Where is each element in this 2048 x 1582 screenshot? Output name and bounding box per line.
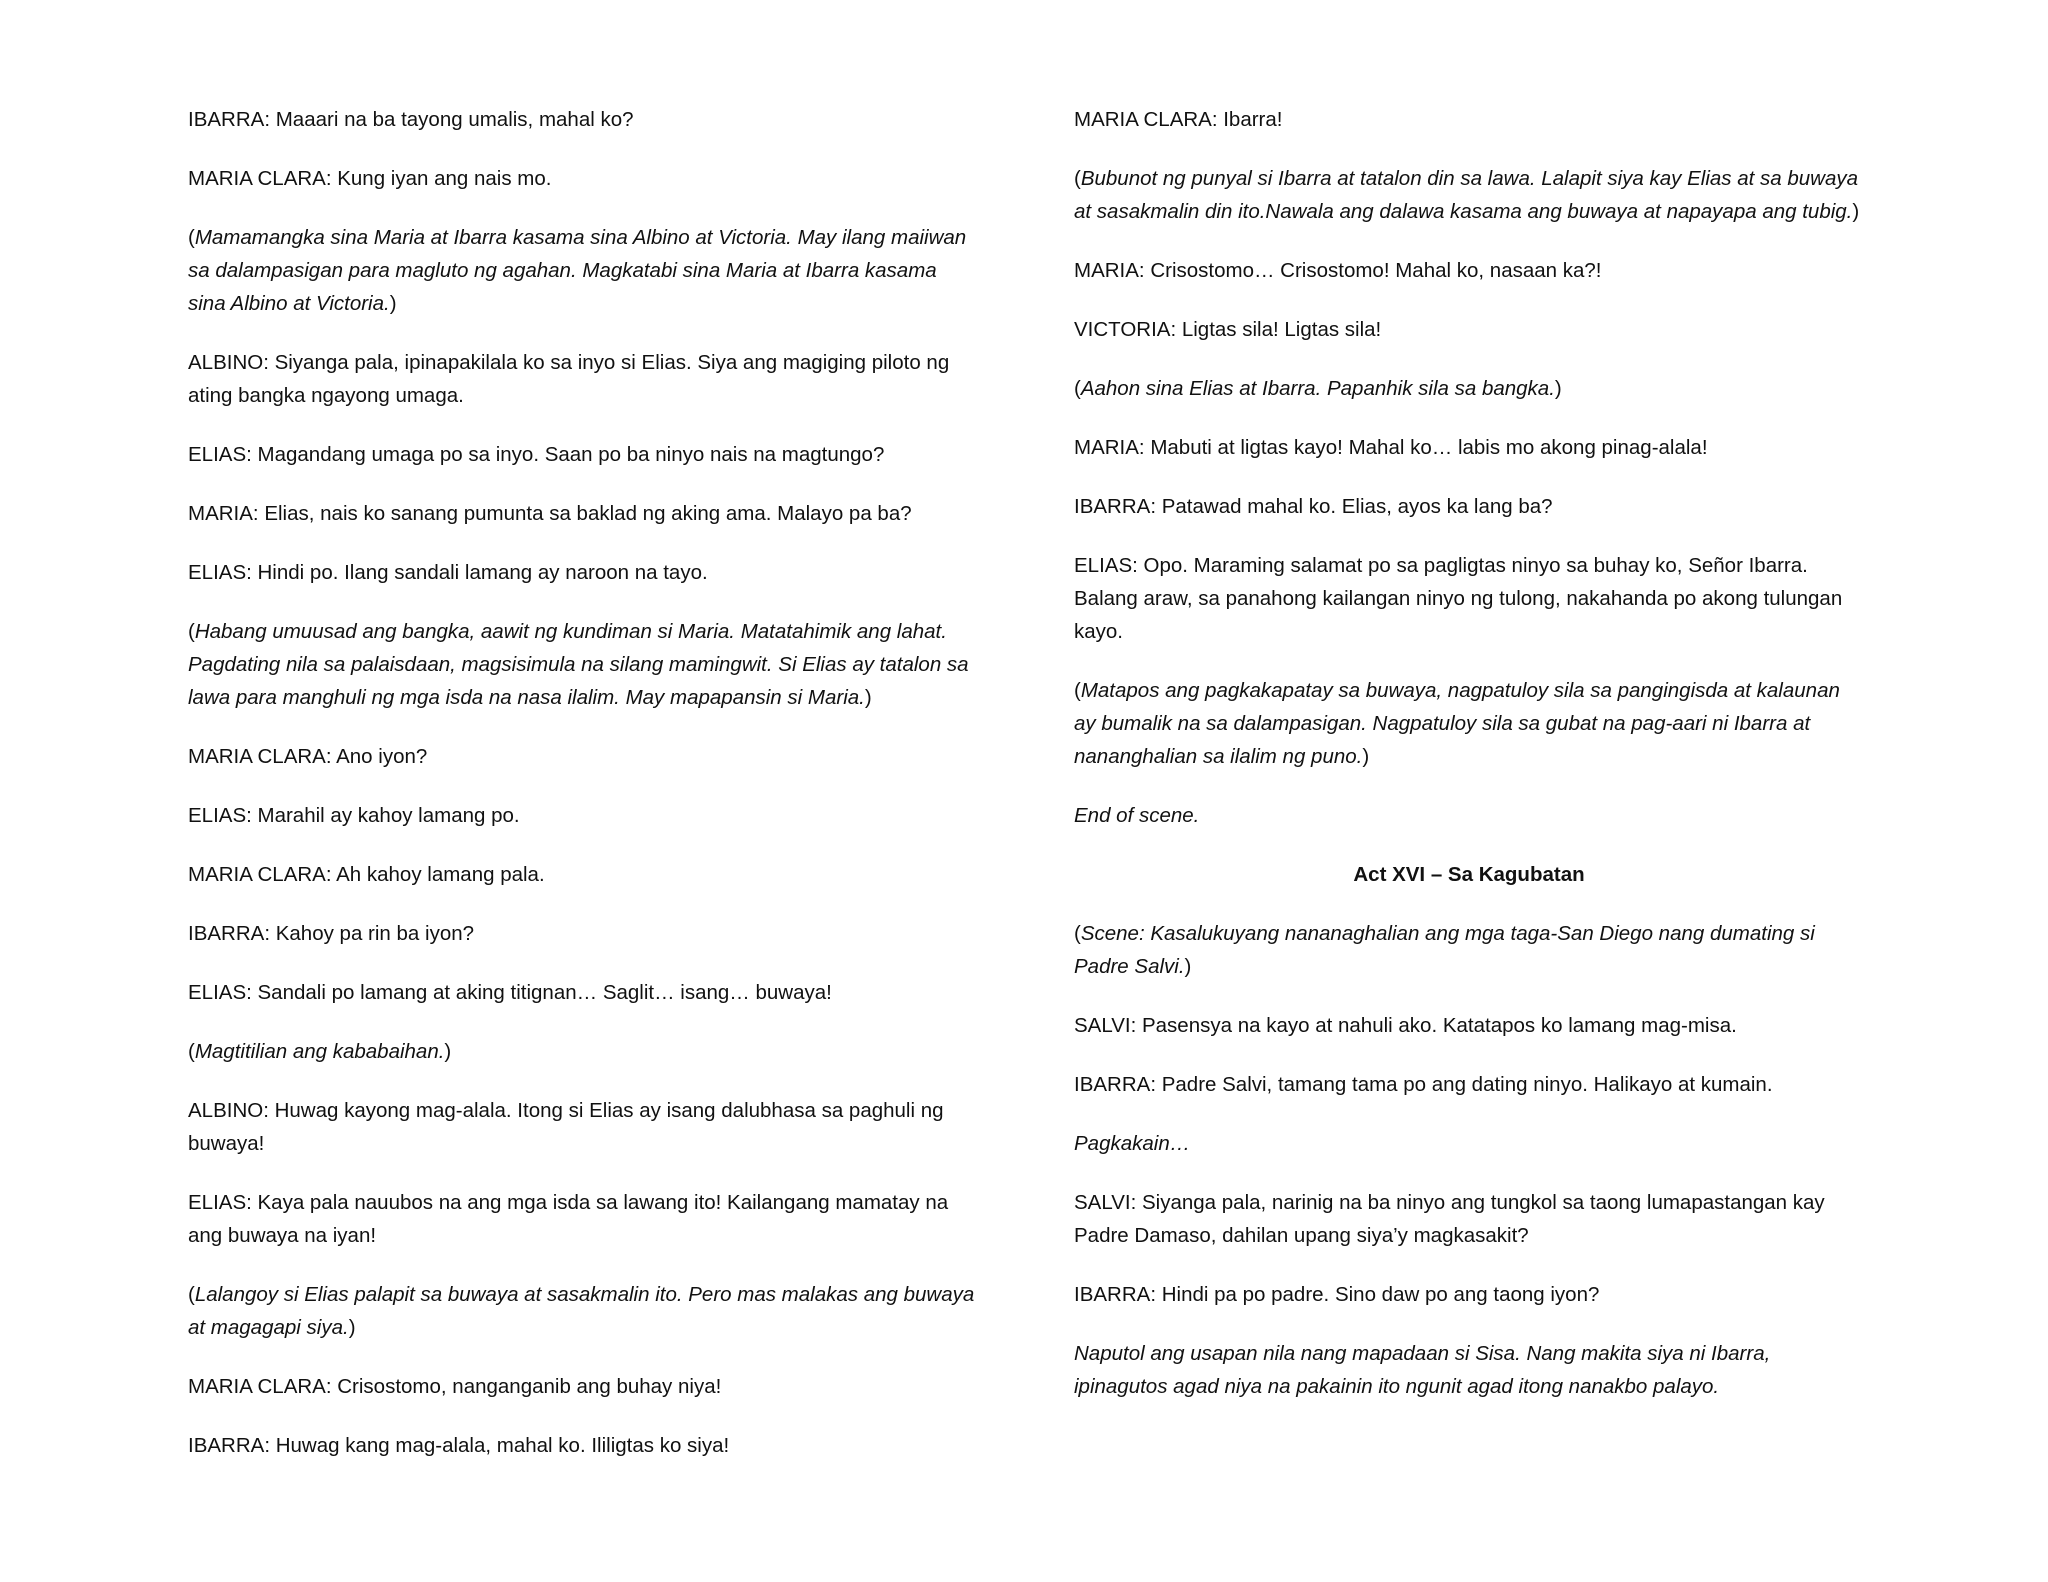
narration-note: End of scene.	[1074, 804, 1200, 827]
dialogue-line: MARIA: Mabuti at ligtas kayo! Mahal ko… labis mo akong pinag-alala!	[1074, 436, 1708, 459]
dialogue-line: ALBINO: Huwag kayong mag-alala. Itong si Elias ay isang dalubhasa sa paghuli ng buwaya!	[188, 1099, 944, 1155]
dialogue-line: MARIA CLARA: Ano iyon?	[188, 745, 428, 768]
dialogue-line: ELIAS: Marahil ay kahoy lamang po.	[188, 804, 520, 827]
stage-direction-text: Bubunot ng punyal si Ibarra at tatalon din sa lawa. Lalapit siya kay Elias at sa buwaya at sasakmalin din ito.Nawala ang dalawa kasama ang buwaya at napayapa ang tubig.	[1074, 167, 1859, 223]
dialogue-line: MARIA CLARA: Crisostomo, nanganganib ang buhay niya!	[188, 1375, 722, 1398]
dialogue-line: SALVI: Pasensya na kayo at nahuli ako. Katatapos ko lamang mag-misa.	[1074, 1014, 1737, 1037]
left-column	[188, 103, 978, 1488]
stage-direction: (Habang umuusad ang bangka, aawit ng kundiman si Maria. Matatahimik ang lahat. Pagdating nila sa palaisdaan, magsisimula na silang mamingwit. Si Elias ay tatalon sa lawa para manghuli ng mga isda na nasa ilalim. May mapapansin si Maria.)	[188, 620, 969, 709]
stage-direction: (Magtitilian ang kababaihan.)	[188, 1040, 452, 1063]
dialogue-line: MARIA: Crisostomo… Crisostomo! Mahal ko, nasaan ka?!	[1074, 259, 1602, 282]
dialogue-line: IBARRA: Huwag kang mag-alala, mahal ko. Ililigtas ko siya!	[188, 1434, 730, 1457]
stage-direction-text: Magtitilian ang kababaihan.	[194, 1040, 445, 1063]
dialogue-line: ELIAS: Opo. Maraming salamat po sa pagligtas ninyo sa buhay ko, Señor Ibarra. Balang araw, sa panahong kailangan ninyo ng tulong, nakahanda po akong tulungan kayo.	[1074, 554, 1843, 643]
stage-direction: (Matapos ang pagkakapatay sa buwaya, nagpatuloy sila sa pangingisda at kalaunan ay bumalik na sa dalampasigan. Nagpatuloy sila sa gubat na pag-aari ni Ibarra at nananghalian sa ilalim ng puno.)	[1074, 679, 1840, 768]
dialogue-line: IBARRA: Maaari na ba tayong umalis, mahal ko?	[188, 108, 634, 131]
stage-direction: (Bubunot ng punyal si Ibarra at tatalon din sa lawa. Lalapit siya kay Elias at sa buwaya at sasakmalin din ito.Nawala ang dalawa kasama ang buwaya at napayapa ang tubig.)	[1074, 167, 1860, 223]
dialogue-line: IBARRA: Patawad mahal ko. Elias, ayos ka lang ba?	[1074, 495, 1553, 518]
stage-direction-text: Matapos ang pagkakapatay sa buwaya, nagpatuloy sila sa pangingisda at kalaunan ay bumalik na sa dalampasigan. Nagpatuloy sila sa gubat na pag-aari ni Ibarra at nananghalian sa ilalim ng puno.	[1074, 679, 1840, 768]
stage-direction-text: Lalangoy si Elias palapit sa buwaya at sasakmalin ito. Pero mas malakas ang buwaya at magagapi siya.	[188, 1283, 975, 1339]
stage-direction: (Mamamangka sina Maria at Ibarra kasama sina Albino at Victoria. May ilang maiiwan sa dalampasigan para magluto ng agahan. Magkatabi sina Maria at Ibarra kasama sina Albino at Victoria.)	[188, 226, 967, 315]
dialogue-line: ELIAS: Kaya pala nauubos na ang mga isda sa lawang ito! Kailangang mamatay na ang buwaya na iyan!	[188, 1191, 949, 1247]
dialogue-line: MARIA CLARA: Kung iyan ang nais mo.	[188, 167, 552, 190]
act-heading: Act XVI – Sa Kagubatan	[1353, 863, 1585, 886]
dialogue-line: IBARRA: Kahoy pa rin ba iyon?	[188, 922, 475, 945]
dialogue-line: MARIA CLARA: Ah kahoy lamang pala.	[188, 863, 545, 886]
stage-direction-text: Mamamangka sina Maria at Ibarra kasama sina Albino at Victoria. May ilang maiiwan sa dalampasigan para magluto ng agahan. Magkatabi sina Maria at Ibarra kasama sina Albino at Victoria.	[188, 226, 967, 315]
stage-direction-text: Scene: Kasalukuyang nananaghalian ang mga taga-San Diego nang dumating si Padre Salvi.	[1074, 922, 1815, 978]
dialogue-line: ELIAS: Magandang umaga po sa inyo. Saan po ba ninyo nais na magtungo?	[188, 443, 885, 466]
dialogue-line: VICTORIA: Ligtas sila! Ligtas sila!	[1074, 318, 1382, 341]
dialogue-line: ELIAS: Hindi po. Ilang sandali lamang ay naroon na tayo.	[188, 561, 708, 584]
dialogue-line: SALVI: Siyanga pala, narinig na ba ninyo ang tungkol sa taong lumapastangan kay Padre Damaso, dahilan upang siya’y magkasakit?	[1074, 1191, 1825, 1247]
stage-direction-text: Aahon sina Elias at Ibarra. Papanhik sila sa bangka.	[1080, 377, 1555, 400]
stage-direction-text: Habang umuusad ang bangka, aawit ng kundiman si Maria. Matatahimik ang lahat. Pagdating nila sa palaisdaan, magsisimula na silang mamingwit. Si Elias ay tatalon sa lawa para manghuli ng mga isda na nasa ilalim. May mapapansin si Maria.	[188, 620, 969, 709]
stage-direction: (Lalangoy si Elias palapit sa buwaya at sasakmalin ito. Pero mas malakas ang buwaya at magagapi siya.)	[188, 1283, 975, 1339]
right-column	[1074, 103, 1864, 1429]
narration-note: Pagkakain…	[1074, 1132, 1191, 1155]
dialogue-line: IBARRA: Hindi pa po padre. Sino daw po ang taong iyon?	[1074, 1283, 1600, 1306]
dialogue-line: ELIAS: Sandali po lamang at aking titignan… Saglit… isang… buwaya!	[188, 981, 832, 1004]
narration-note: Naputol ang usapan nila nang mapadaan si Sisa. Nang makita siya ni Ibarra, ipinagutos agad niya na pakainin ito ngunit agad itong nanakbo palayo.	[1074, 1342, 1771, 1398]
stage-direction: (Aahon sina Elias at Ibarra. Papanhik sila sa bangka.)	[1074, 377, 1562, 400]
dialogue-line: ALBINO: Siyanga pala, ipinapakilala ko sa inyo si Elias. Siya ang magiging piloto ng ating bangka ngayong umaga.	[188, 351, 950, 407]
dialogue-line: MARIA: Elias, nais ko sanang pumunta sa baklad ng aking ama. Malayo pa ba?	[188, 502, 912, 525]
stage-direction: (Scene: Kasalukuyang nananaghalian ang mga taga-San Diego nang dumating si Padre Salvi.)	[1074, 922, 1815, 978]
dialogue-line: MARIA CLARA: Ibarra!	[1074, 108, 1283, 131]
dialogue-line: IBARRA: Padre Salvi, tamang tama po ang dating ninyo. Halikayo at kumain.	[1074, 1073, 1773, 1096]
